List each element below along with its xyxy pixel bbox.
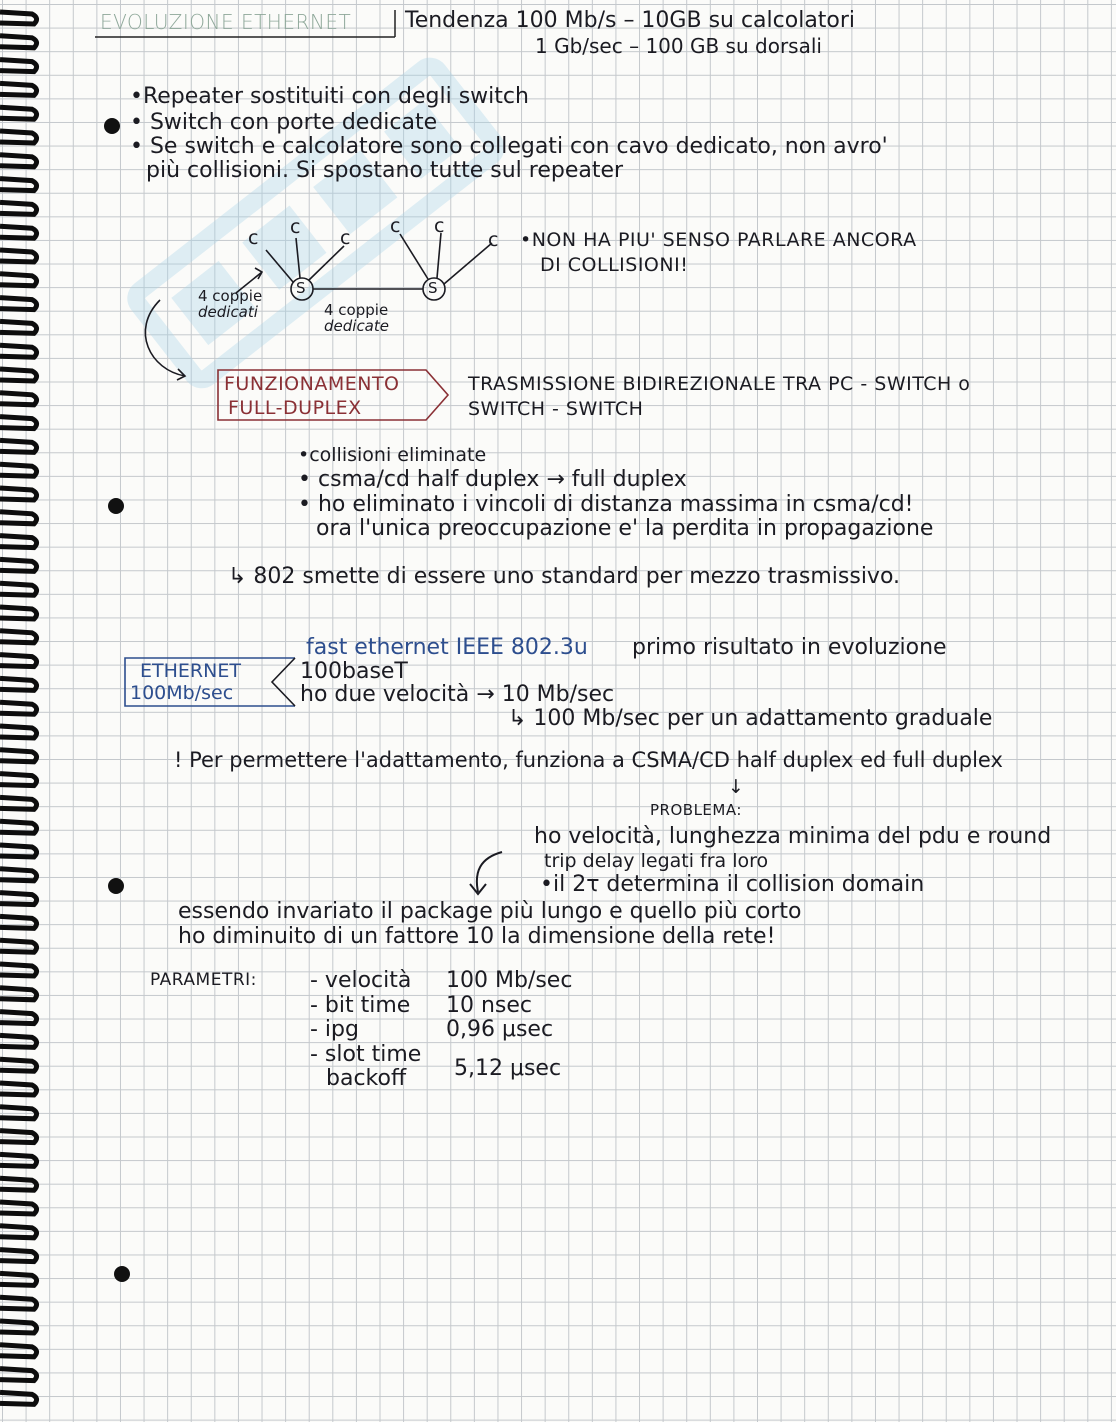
- fast-ethernet-speeds: ho due velocità → 10 Mb/sec: [300, 682, 615, 707]
- parameter-name: - bit time: [310, 993, 411, 1018]
- parameters-label: PARAMETRI:: [150, 970, 257, 990]
- problem-line: trip delay legati fra loro: [544, 850, 769, 872]
- full-duplex-desc: TRASMISSIONE BIDIREZIONALE TRA PC - SWITCH o: [468, 373, 971, 395]
- fast-ethernet-name: 100baseT: [300, 659, 408, 684]
- node-switch: S: [296, 279, 306, 297]
- full-duplex-title: FULL-DUPLEX: [228, 397, 362, 419]
- parameter-name: - ipg: [310, 1017, 359, 1042]
- full-duplex-desc: SWITCH - SWITCH: [468, 398, 644, 420]
- diagram-note: •NON HA PIU' SENSO PARLARE ANCORA: [520, 229, 917, 251]
- node-computer: c: [488, 229, 499, 251]
- full-duplex-conclusion: ↳ 802 smette di essere uno standard per mezzo trasmissivo.: [228, 564, 901, 589]
- bullet-line: più collisioni. Si spostano tutte sul repeater: [146, 158, 624, 183]
- header-line-2: 1 Gb/sec – 100 GB su dorsali: [535, 34, 822, 58]
- diagram-note: DI COLLISIONI!: [540, 254, 689, 276]
- ethernet-box-label: ETHERNET: [140, 660, 241, 682]
- fast-ethernet-title: fast ethernet IEEE 802.3u: [306, 635, 588, 660]
- parameter-name: backoff: [326, 1066, 407, 1091]
- node-computer: c: [248, 227, 259, 249]
- parameter-value: 10 nsec: [446, 993, 533, 1018]
- full-duplex-title: FUNZIONAMENTO: [224, 373, 400, 395]
- node-computer: c: [390, 215, 401, 237]
- parameter-value: 100 Mb/sec: [446, 968, 573, 993]
- diagram-label: 4 coppie: [198, 287, 263, 305]
- fast-ethernet-speeds: ↳ 100 Mb/sec per un adattamento graduale: [508, 706, 993, 731]
- fast-ethernet-subtitle: primo risultato in evoluzione: [632, 635, 947, 660]
- bullet-line: • Switch con porte dedicate: [130, 110, 438, 135]
- problem-title: PROBLEMA:: [650, 801, 742, 819]
- full-duplex-point: • csma/cd half duplex → full duplex: [298, 467, 687, 492]
- problem-line: •il 2τ determina il collision domain: [540, 872, 925, 897]
- parameter-name: - slot time: [310, 1042, 422, 1067]
- consequence-line: ho diminuito di un fattore 10 la dimensione della rete!: [178, 924, 776, 949]
- full-duplex-point: ora l'unica preoccupazione e' la perdita in propagazione: [316, 516, 934, 541]
- diagram-label: dedicate: [324, 317, 389, 335]
- fast-ethernet-note: ! Per permettere l'adattamento, funziona a CSMA/CD half duplex ed full duplex: [174, 748, 1003, 772]
- node-switch: S: [428, 279, 438, 297]
- down-arrow: ↓: [728, 776, 744, 798]
- full-duplex-point: •collisioni eliminate: [298, 444, 487, 466]
- node-computer: c: [290, 216, 301, 238]
- page-title: EVOLUZIONE ETHERNET: [100, 10, 352, 34]
- node-computer: c: [434, 215, 445, 237]
- bullet-line: •Repeater sostituiti con degli switch: [130, 84, 529, 109]
- parameter-name: - velocità: [310, 968, 412, 993]
- parameter-value: 5,12 μsec: [454, 1056, 562, 1081]
- bullet-line: • Se switch e calcolatore sono collegati con cavo dedicato, non avro': [130, 134, 888, 159]
- diagram-label: 4 coppie: [324, 301, 389, 319]
- node-computer: c: [340, 227, 351, 249]
- header-line-1: Tendenza 100 Mb/s – 10GB su calcolatori: [405, 8, 856, 33]
- ethernet-box-label: 100Mb/sec: [130, 682, 234, 704]
- problem-line: ho velocità, lunghezza minima del pdu e round: [534, 824, 1052, 849]
- parameter-value: 0,96 μsec: [446, 1017, 554, 1042]
- diagram-label: dedicati: [198, 303, 258, 321]
- consequence-line: essendo invariato il package più lungo e quello più corto: [178, 899, 802, 924]
- full-duplex-point: • ho eliminato i vincoli di distanza massima in csma/cd!: [298, 492, 914, 517]
